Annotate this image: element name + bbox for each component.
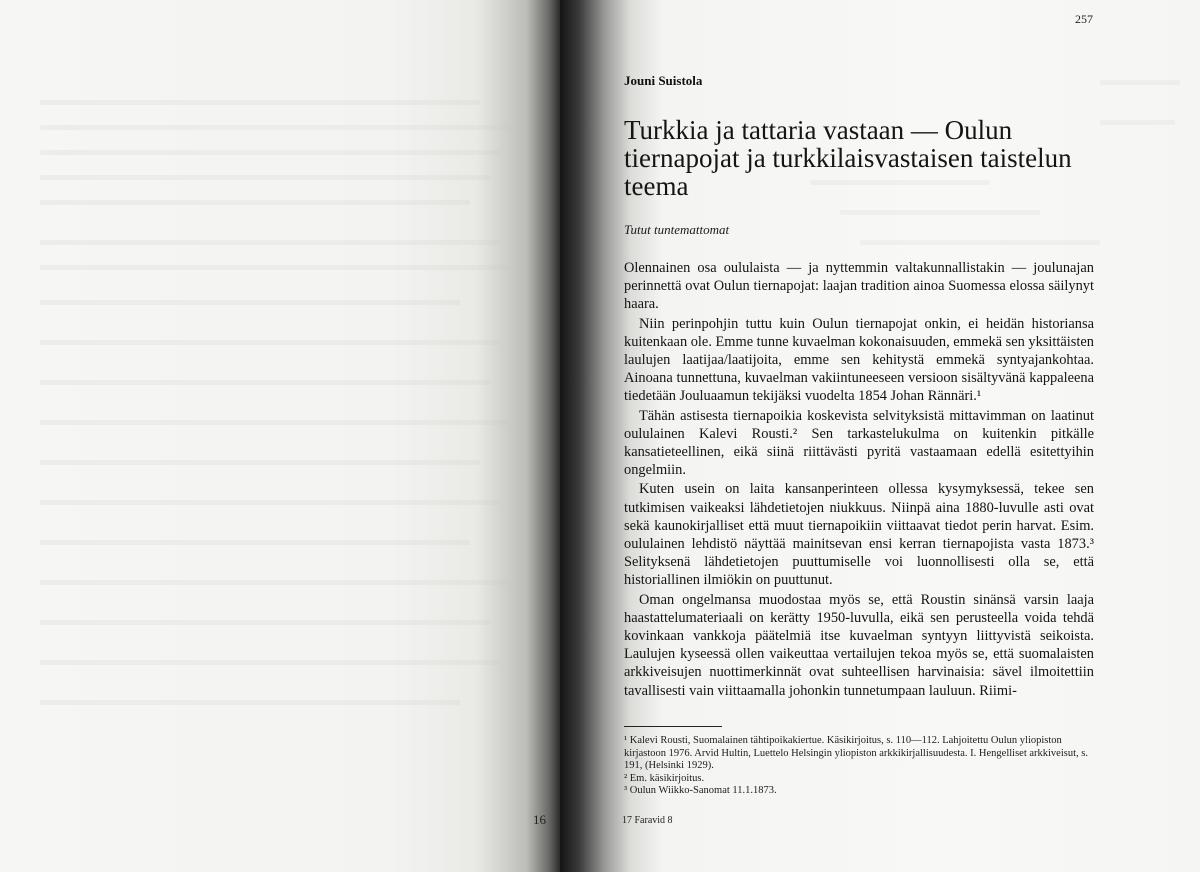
author-name: Jouni Suistola [624,73,703,88]
footnote-1: ¹ Kalevi Rousti, Suomalainen tähtipoikakiertue. Käsikirjoitus, s. 110—112. Lahjoitettu Oulun yliopiston kirjastoon 1976. Arvid Hultin, Luettelo Helsingin yliopiston arkkikirjallisuudesta. I. Hengelliset arkkiveisut, s. 191, (Helsinki 1929). [624,735,1088,772]
paragraph: Niin perinpohjin tuttu kuin Oulun tiernapojat onkin, ei heidän historiansa kuitenkaan ole. Emme tunne kuvaelman kokonaisuuden, emmekä sen yksittäisten laulujen laatijaa/laatijoita, emme sen kehitystä emmekä syntyajankohtaa. Ainoana tunnettuna, kuvaelman vakiintuneeseen versioon sisältyvänä kappaleena tiedetään Jouluaamun tekijäksi vuodelta 1854 Johan Rännäri.¹ [624,315,1094,405]
section-subheading: Tutut tuntemattomat [624,222,730,237]
footnote-3: ³ Oulun Wiikko-Sanomat 11.1.1873. [624,785,777,797]
paragraph: Kuten usein on laita kansanperinteen ollessa kysymyksessä, tekee sen tutkimisen vaikeaksi lähdetietojen niukkuus. Niinpä aina 1880-luvulle asti ovat sekä kaunokirjalliset että muut tiernapoikiin viittaavat tiedot perin harvat. Esim. oululainen lehdistö näyttää mainitsevan ensi kerran tiernapojista vasta 1873.³ Selityksenä lähdetietojen puuttumiselle voi luonnollisesti olla se, että historiallinen ilmiökin on puuttunut. [624,481,1094,589]
footnotes [624,735,1094,798]
article-title: Turkkia ja tattaria vastaan — Oulun tiernapojat ja turkkilaisvastaisen taistelun teema [624,115,1072,201]
left-page [0,0,560,872]
left-page-number: 16 [533,812,546,827]
footnote-2: ² Em. käsikirjoitus. [624,772,705,784]
paragraph: Oman ongelmansa muodostaa myös se, että Roustin sinänsä varsin laaja haastattelumateriaali on kerätty 1950-luvulla, eikä sen perusteella voida tehdä kovinkaan vankkoja päätelmiä itse kuvaelman syntyyn liittyvistä seikoista. Laulujen kyseessä ollen vaikeuttaa vertailujen tekoa myös se, että suomalaisten arkkiveisujen nuottimerkinnät ovat suhteellisen harvinaisia: sävel ilmoitettiin tavallisesti vain viittaamalla johonkin tunnetumpaan lauluun. Riimi- [624,591,1094,699]
footnote-divider [624,726,722,727]
printer-signature: 17 Faravid 8 [622,815,673,826]
paragraph: Tähän astisesta tiernapoikia koskevista selvityksistä mittavimman on laatinut oululainen Kalevi Rousti.² Sen tarkastelukulma on kuitenkin pitkälle kansatieteellinen, eikä siinä riittävästi pyritä vastaamaan edellä esitettyihin ongelmiin. [624,407,1094,479]
paragraph: Olennainen osa oululaista — ja nyttemmin valtakunnallistakin — joulunajan perinnettä ovat Oulun tiernapojat: laajan tradition ainoa Suomessa elossa säilynyt haara. [624,260,1094,313]
article-body [624,259,1094,701]
page-number: 257 [1075,12,1093,26]
